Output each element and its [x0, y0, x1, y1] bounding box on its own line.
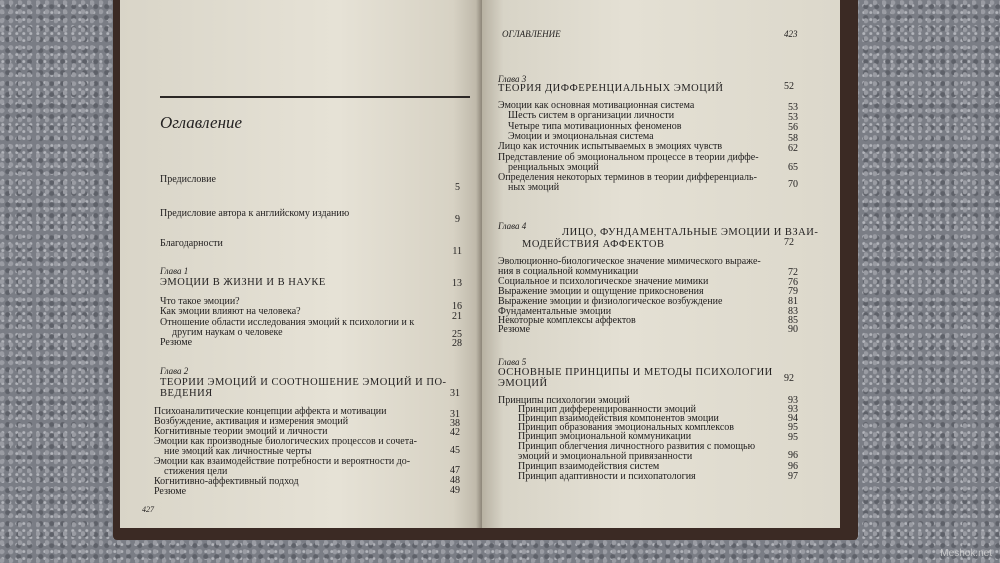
ch3-item: ных эмоций — [508, 182, 560, 193]
chapter1-page: 13 — [452, 278, 462, 289]
ch3-item: Лицо как источник испытываемых в эмоциях чувств — [498, 141, 723, 152]
chapter3-label: Глава 3 — [498, 74, 527, 84]
ch3-item: Шесть систем в организации личности — [508, 110, 675, 121]
ch1-item-page: 21 — [452, 311, 462, 322]
right-page — [482, 0, 840, 528]
ch2-item-page: 47 — [450, 465, 460, 476]
ch2-item: Когнитивные теории эмоций и личности — [154, 426, 328, 437]
chapter3-title: ТЕОРИЯ ДИФФЕРЕНЦИАЛЬНЫХ ЭМОЦИЙ — [498, 83, 724, 94]
ch4-item-page: 83 — [788, 306, 798, 317]
ch5-item-page: 96 — [788, 450, 798, 461]
ch5-item: Принципы психологии эмоций — [498, 395, 630, 406]
ch5-item: Принцип облегчения личностного развития с помощью — [518, 441, 756, 452]
entry-author-preface: Предисловие автора к английскому изданию — [160, 208, 350, 219]
ch2-item: Резюме — [154, 486, 187, 497]
ch5-item-page: 94 — [788, 413, 798, 424]
ch4-item-page: 90 — [788, 324, 798, 335]
ch1-item: Резюме — [160, 337, 193, 348]
ch5-item: Принцип взаимодействия систем — [518, 461, 660, 472]
ch3-item-page: 53 — [788, 102, 798, 113]
ch4-item-page: 79 — [788, 286, 798, 297]
chapter1-title: ЭМОЦИИ В ЖИЗНИ И В НАУКЕ — [160, 277, 326, 288]
ch2-item-page: 38 — [450, 418, 460, 429]
entry-preface-page: 5 — [455, 182, 460, 193]
ch2-item-page: 31 — [450, 409, 460, 420]
chapter5-label: Глава 5 — [498, 357, 527, 367]
ch2-item: Эмоции как взаимодействие потребности и вероятности до- — [154, 456, 411, 467]
entry-preface: Предисловие — [160, 174, 216, 185]
chapter5-title-line2: ЭМОЦИЙ — [498, 378, 548, 389]
ch1-item: Что такое эмоции? — [160, 296, 240, 307]
ch2-item: ние эмоций как личностные черты — [164, 446, 312, 457]
ch5-item-page: 95 — [788, 432, 798, 443]
heading-rule — [160, 96, 470, 98]
toc-heading: Оглавление — [160, 113, 243, 132]
ch3-item-page: 53 — [788, 112, 798, 123]
ch4-item: Резюме — [498, 324, 531, 335]
ch1-item-page: 25 — [452, 329, 462, 340]
ch5-item-page: 96 — [788, 461, 798, 472]
ch4-item: Социальное и психологическое значение мимики — [498, 276, 709, 287]
chapter3-page: 52 — [784, 81, 794, 92]
ch3-item: Четыре типа мотивационных феноменов — [508, 121, 682, 132]
ch4-item: ния в социальной коммуникации — [498, 266, 639, 277]
entry-acknowledgements-page: 11 — [452, 246, 462, 257]
ch3-item: Определения некоторых терминов в теории дифференциаль- — [498, 172, 757, 183]
ch5-item: Принцип образования эмоциональных комплексов — [518, 422, 735, 433]
ch1-item-page: 28 — [452, 338, 462, 349]
ch3-item-page: 65 — [788, 162, 798, 173]
chapter5-title-line1: ОСНОВНЫЕ ПРИНЦИПЫ И МЕТОДЫ ПСИХОЛОГИИ — [498, 367, 773, 378]
ch5-item-page: 93 — [788, 395, 798, 406]
ch1-item: Отношение области исследования эмоций к психологии и к — [160, 317, 415, 328]
ch5-item-page: 93 — [788, 404, 798, 415]
ch1-item: Как эмоции влияют на человека? — [160, 306, 301, 317]
ch4-item-page: 81 — [788, 296, 798, 307]
ch2-item: Психоаналитические концепции аффекта и мотивации — [154, 406, 387, 417]
ch5-item: эмоций и эмоциональной привязанности — [518, 451, 693, 462]
ch5-item-page: 97 — [788, 471, 798, 482]
right-folio: 423 — [784, 29, 798, 39]
left-page — [120, 0, 482, 528]
ch4-item: Эволюционно-биологическое значение мимического выраже- — [498, 256, 761, 267]
ch2-item-page: 49 — [450, 485, 460, 496]
ch3-item: ренциальных эмоций — [508, 162, 599, 173]
ch4-item-page: 85 — [788, 315, 798, 326]
ch2-item: Возбуждение, активация и измерения эмоций — [154, 416, 349, 427]
ch5-item: Принцип эмоциональной коммуникации — [518, 431, 692, 442]
chapter5-page: 92 — [784, 373, 794, 384]
ch2-item-page: 48 — [450, 475, 460, 486]
ch1-item-page: 16 — [452, 301, 462, 312]
ch3-item-page: 70 — [788, 179, 798, 190]
chapter2-title-line2: ВЕДЕНИЯ — [160, 388, 213, 399]
entry-acknowledgements: Благодарности — [160, 238, 223, 249]
ch5-item: Принцип дифференцированности эмоций — [518, 404, 696, 415]
left-folio: 427 — [142, 505, 154, 514]
chapter2-title-line1: ТЕОРИИ ЭМОЦИЙ И СООТНОШЕНИЕ ЭМОЦИЙ И ПО- — [160, 377, 447, 388]
ch2-item: Эмоции как производные биологических процессов и сочета- — [154, 436, 417, 447]
chapter1-label: Глава 1 — [160, 266, 189, 276]
ch5-item-page: 95 — [788, 422, 798, 433]
chapter2-page: 31 — [450, 388, 460, 399]
ch3-item: Эмоции и эмоциональная система — [508, 131, 654, 142]
ch4-item-page: 76 — [788, 277, 798, 288]
ch5-item: Принцип адаптивности и психопатология — [518, 471, 696, 482]
ch2-item: Когнитивно-аффективный подход — [154, 476, 299, 487]
ch4-item: Выражение эмоции и физиологическое возбуждение — [498, 296, 723, 307]
chapter4-label: Глава 4 — [498, 221, 527, 231]
ch2-item-page: 42 — [450, 427, 460, 438]
ch3-item-page: 56 — [788, 122, 798, 133]
ch3-item: Представление об эмоциональном процессе в теории диффе- — [498, 152, 759, 163]
ch4-item: Фундаментальные эмоции — [498, 306, 612, 317]
chapter2-label: Глава 2 — [160, 366, 189, 376]
ch5-item: Принцип взаимодействия компонентов эмоции — [518, 413, 719, 424]
ch4-item-page: 72 — [788, 267, 798, 278]
ch3-item-page: 58 — [788, 133, 798, 144]
watermark: Meshok.net — [940, 548, 992, 559]
ch4-item: Некоторые комплексы аффектов — [498, 315, 636, 326]
chapter4-title-line2: МОДЕЙСТВИЯ АФФЕКТОВ — [522, 239, 665, 250]
ch4-item: Выражение эмоции и ощущение прикосновения — [498, 286, 704, 297]
ch2-item-page: 45 — [450, 445, 460, 456]
ch3-item-page: 62 — [788, 143, 798, 154]
ch1-item: другим наукам о человеке — [172, 327, 283, 338]
entry-author-preface-page: 9 — [455, 214, 460, 225]
chapter4-title-line1: ЛИЦО, ФУНДАМЕНТАЛЬНЫЕ ЭМОЦИИ И ВЗАИ- — [562, 227, 819, 238]
running-head: ОГЛАВЛЕНИЕ — [502, 29, 561, 39]
chapter4-page: 72 — [784, 237, 794, 248]
ch3-item: Эмоции как основная мотивационная система — [498, 100, 695, 111]
ch2-item: стижения цели — [164, 466, 228, 477]
